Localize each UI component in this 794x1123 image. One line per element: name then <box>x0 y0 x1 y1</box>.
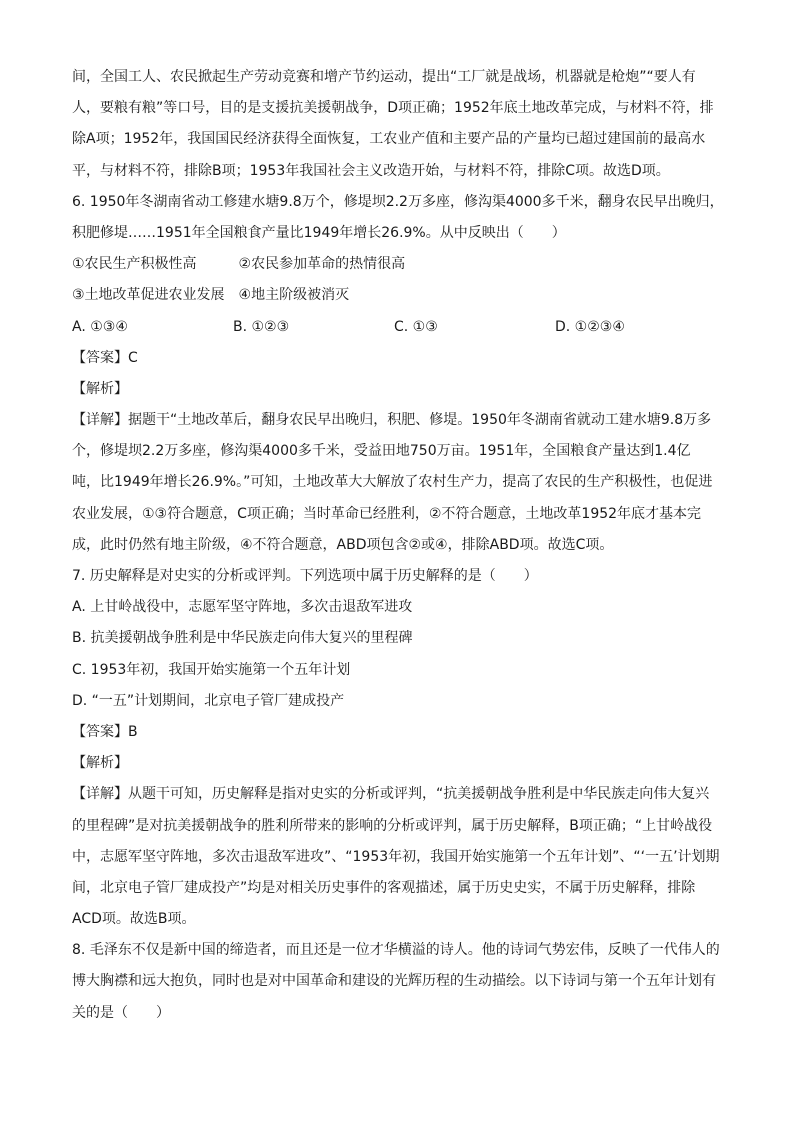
option-b: B. ①②③ <box>233 318 290 335</box>
text-line: 间，全国工人、农民掀起生产劳动竞赛和增产节约运动，提出“工厂就是战场，机器就是枪炮”“要人有 <box>72 69 696 85</box>
detail-line: 农业发展，①③符合题意，C项正确；当时革命已经胜利，②不符合题意，土地改革1952年底才基本完 <box>72 505 702 522</box>
detail-line: 的里程碑”是对抗美援朝战争的胜利所带来的影响的分析或评判，属于历史解释，B项正确；“上甘岭战役 <box>72 817 713 834</box>
text-line: 除A项；1952年，我国国民经济获得全面恢复，工农业产值和主要产品的产量均已超过建国前的最高水 <box>72 131 706 148</box>
question-8-stem: 8. 毛泽东不仅是新中国的缔造者，而且还是一位才华横溢的诗人。他的诗词气势宏伟，反映了一代伟人的 <box>72 942 720 959</box>
text-line: 平，与材料不符，排除B项；1953年我国社会主义改造开始，与材料不符，排除C项。故选D项。 <box>72 162 670 179</box>
detail-line: 【详解】据题干“土地改革后，翻身农民早出晚归，积肥、修堤。1950年冬湖南省就动工建水塘9.8万多 <box>72 412 712 429</box>
analysis-label: 【解析】 <box>72 755 128 772</box>
option-c: C. 1953年初，我国开始实施第一个五年计划 <box>72 661 351 678</box>
option-a: A. ①③④ <box>72 318 128 335</box>
question-6-stem: 积肥修堤……1951年全国粮食产量比1949年增长26.9%。从中反映出（ ） <box>72 224 566 241</box>
detail-line: ACD项。故选B项。 <box>72 911 196 928</box>
text-line: 人，要粮有粮”等口号，目的是支援抗美援朝战争，D项正确；1952年底土地改革完成，与材料不符，排 <box>72 100 714 117</box>
detail-line: 【详解】从题干可知，历史解释是指对史实的分析或评判，“抗美援朝战争胜利是中华民族走向伟大复兴 <box>72 786 710 803</box>
question-6-statements: ①农民生产积极性高 ②农民参加革命的热情很高 <box>72 256 406 273</box>
question-8-stem: 关的是（ ） <box>72 1004 170 1021</box>
option-c: C. ①③ <box>394 318 438 335</box>
detail-line: 成，此时仍然有地主阶级，④不符合题意，ABD项包含②或④，排除ABD项。故选C项。 <box>72 536 614 553</box>
analysis-label: 【解析】 <box>72 380 128 397</box>
detail-line: 间，北京电子管厂建成投产”均是对相关历史事件的客观描述，属于历史史实，不属于历史解释，排除 <box>72 879 696 896</box>
detail-line: 吨，比1949年增长26.9%。”可知，土地改革大大解放了农村生产力，提高了农民的生产积极性，也促进 <box>72 474 713 491</box>
question-6-options <box>72 312 732 343</box>
question-8-stem: 博大胸襟和远大抱负，同时也是对中国革命和建设的光辉历程的生动描绘。以下诗词与第一个五年计划有 <box>72 973 716 990</box>
page-content <box>72 62 732 1029</box>
detail-line: 个，修堤坝2.2万多座，修沟渠4000多千米，受益田地750万亩。1951年，全国粮食产量达到1.4亿 <box>72 443 691 460</box>
option-b: B. 抗美援朝战争胜利是中华民族走向伟大复兴的里程碑 <box>72 630 413 647</box>
question-7-stem: 7. 历史解释是对史实的分析或评判。下列选项中属于历史解释的是（ ） <box>72 568 538 584</box>
question-6-statements: ③土地改革促进农业发展 ④地主阶级被消灭 <box>72 287 350 304</box>
answer-label: 【答案】B <box>72 723 138 740</box>
option-a: A. 上甘岭战役中，志愿军坚守阵地，多次击退敌军进攻 <box>72 599 413 616</box>
option-d: D. “一五”计划期间，北京电子管厂建成投产 <box>72 692 345 709</box>
detail-line: 中，志愿军坚守阵地，多次击退敌军进攻”、“1953年初，我国开始实施第一个五年计划”、“‘一五’计划期 <box>72 848 720 865</box>
question-6-stem: 6. 1950年冬湖南省动工修建水塘9.8万个，修堤坝2.2万多座，修沟渠4000多千米，翻身农民早出晚归， <box>72 193 724 210</box>
answer-label: 【答案】C <box>72 349 138 366</box>
option-d: D. ①②③④ <box>555 318 625 335</box>
